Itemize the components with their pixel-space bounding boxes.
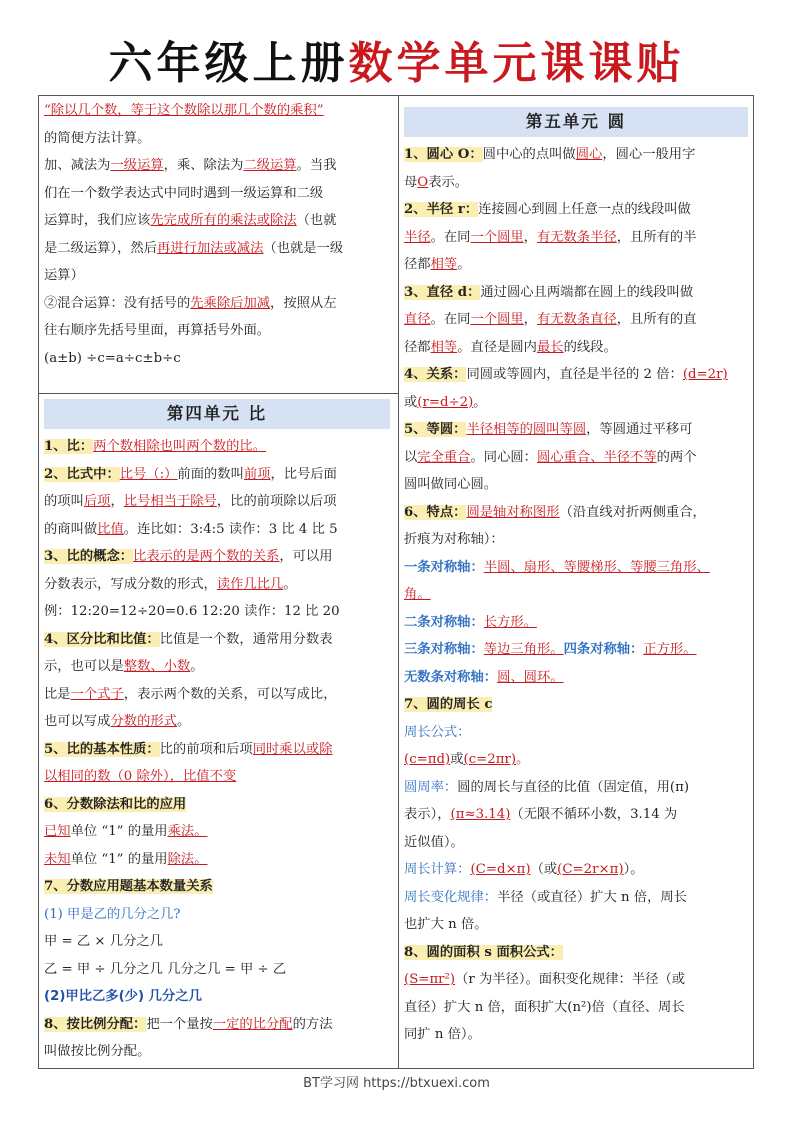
unit4-section (44, 399, 390, 1066)
text-line: 的简便方法计算。 (44, 130, 151, 146)
text-line: 或(r=d÷2)。 (404, 394, 487, 410)
unit5-header: 第五单元 圆 (404, 107, 748, 137)
text-line: 2、比式中：比号（:）前面的数叫前项，比号后面 (44, 466, 337, 482)
page-title (0, 36, 793, 92)
text-line: 5、比的基本性质：比的前项和后项同时乘以或除 (44, 741, 333, 757)
text-line: 也扩大 n 倍。 (404, 917, 488, 932)
unit5-section (404, 107, 748, 1049)
text-line: 周长公式： (404, 724, 471, 740)
text-line: 8、按比例分配：把一个量按一定的比分配的方法 (44, 1016, 333, 1032)
text-line: 以完全重合。同心圆：圆心重合、半径不等的两个 (404, 449, 697, 465)
text-line: 比是一个式子，表示两个数的关系，可以写成比， (44, 686, 337, 702)
text-line: 7、圆的周长 c (404, 697, 493, 712)
text-line: 6、特点：圆是轴对称图形（沿直线对折两侧重合， (404, 504, 706, 520)
text-line: 2、半径 r：连接圆心到圆上任意一点的线段叫做 (404, 202, 691, 217)
text-line: 表示），(π≈3.14)（无限不循环小数，3.14 为 (404, 807, 678, 822)
text-line: 无数条对称轴：圆、圆环。 (404, 669, 564, 685)
section-divider (38, 393, 398, 394)
text-line: 运算） (44, 268, 84, 283)
text-line: 周长变化规律：半径（或直径）扩大 n 倍，周长 (404, 889, 687, 905)
text-line: 的项叫后项，比号相当于除号，比的前项除以后项 (44, 494, 337, 509)
text-line: 周长计算：(C=d×π)（或(C=2r×π)）。 (404, 862, 644, 877)
text-line: 母O表示。 (404, 174, 469, 190)
text-line: 4、关系：同圆或等圆内，直径是半径的 2 倍：(d=2r) (404, 367, 728, 382)
text-line: (2)甲比乙多(少) 几分之几 (44, 989, 202, 1004)
text-line: 径都相等。直径是圆内最长的线段。 (404, 339, 617, 355)
text-line: 1、比：两个数相除也叫两个数的比。 (44, 439, 267, 454)
text-line: ②混合运算：没有括号的先乘除后加减，按照从左 (44, 295, 337, 311)
title-red: 数学单元课课贴 (348, 38, 685, 89)
text-line: 同扩 n 倍）。 (404, 1027, 481, 1042)
text-line: 6、分数除法和比的应用 (44, 796, 187, 812)
text-line: 8、圆的面积 s 面积公式： (404, 944, 563, 960)
text-line: 们在一个数学表达式中同时遇到一级运算和二级 (44, 185, 324, 201)
text-line: “除以几个数，等于这个数除以那几个数的乘积” (44, 103, 324, 118)
column-divider (398, 95, 399, 1069)
text-line: 往右顺序先括号里面，再算括号外面。 (44, 323, 271, 338)
text-line: 4、区分比和比值：比值是一个数，通常用分数表 (44, 631, 333, 647)
text-line: 3、直径 d：通过圆心且两端都在圆上的线段叫做 (404, 284, 694, 300)
text-line: 叫做按比例分配。 (44, 1044, 151, 1059)
text-line: 5、等圆：半径相等的圆叫等圆，等圆通过平移可 (404, 422, 693, 437)
text-line: 未知单位 “1” 的量用除法。 (44, 851, 208, 867)
title-black: 六年级上册 (108, 38, 349, 89)
text-line: 运算时，我们应该先完成所有的乘法或除法（也就 (44, 213, 337, 228)
text-line: 圆叫做同心圆。 (404, 477, 498, 492)
text-line: (c=πd)或(c=2πr)。 (404, 752, 530, 767)
text-line: 甲 = 乙 × 几分之几 (44, 934, 163, 949)
text-line: 一条对称轴：半圆、扇形、等腰梯形、等腰三角形、 (404, 559, 710, 575)
text-line: 乙 = 甲 ÷ 几分之几 几分之几 = 甲 ÷ 乙 (44, 961, 287, 977)
text-line: 是二级运算），然后再进行加法或减法（也就是一级 (44, 240, 344, 256)
text-line: (1) 甲是乙的几分之几? (44, 906, 181, 922)
text-line: 径都相等。 (404, 257, 471, 272)
text-line: 1、圆心 O：圆中心的点叫做圆心，圆心一般用字 (404, 147, 696, 162)
text-line: 半径。在同一个圆里，有无数条半径，且所有的半 (404, 229, 697, 245)
text-line: 的商叫做比值。连比如：3:4:5 读作：3 比 4 比 5 (44, 521, 338, 537)
text-line: 也可以写成分数的形式。 (44, 714, 191, 729)
text-line: 示，也可以是整数、小数。 (44, 659, 204, 674)
text-line: 直径）扩大 n 倍，面积扩大(n²)倍（直径、周长 (404, 999, 685, 1015)
text-line: 3、比的概念：比表示的是两个数的关系，可以用 (44, 549, 333, 564)
formula-line: (a±b) ÷c=a÷c±b÷c (44, 350, 181, 366)
text-line: 角。 (404, 587, 431, 602)
text-line: 以相同的数（0 除外），比值不变 (44, 769, 237, 784)
text-line: 已知单位 “1” 的量用乘法。 (44, 824, 208, 839)
text-line: 例：12:20=12÷20=0.6 12:20 读作：12 比 20 (44, 604, 340, 619)
text-line: 7、分数应用题基本数量关系 (44, 879, 213, 894)
text-line: (S=πr²)（r 为半径）。面积变化规律：半径（或 (404, 972, 686, 987)
text-line: 二条对称轴：长方形。 (404, 614, 537, 630)
text-line: 三条对称轴：等边三角形。四条对称轴：正方形。 (404, 642, 697, 657)
text-line: 折痕为对称轴）： (404, 532, 504, 547)
text-line: 近似值）。 (404, 834, 464, 850)
left-top-section (44, 97, 394, 372)
text-line: 分数表示，写成分数的形式，读作几比几。 (44, 576, 297, 592)
footer-credit: BT学习网 https://btxuexi.com (303, 1076, 490, 1091)
text-line: 圆周率：圆的周长与直径的比值（固定值，用(π) (404, 779, 690, 795)
unit4-header: 第四单元 比 (44, 399, 390, 429)
text-line: 加、减法为一级运算，乘、除法为二级运算。当我 (44, 158, 337, 173)
text-line: 直径。在同一个圆里，有无数条直径，且所有的直 (404, 312, 697, 327)
